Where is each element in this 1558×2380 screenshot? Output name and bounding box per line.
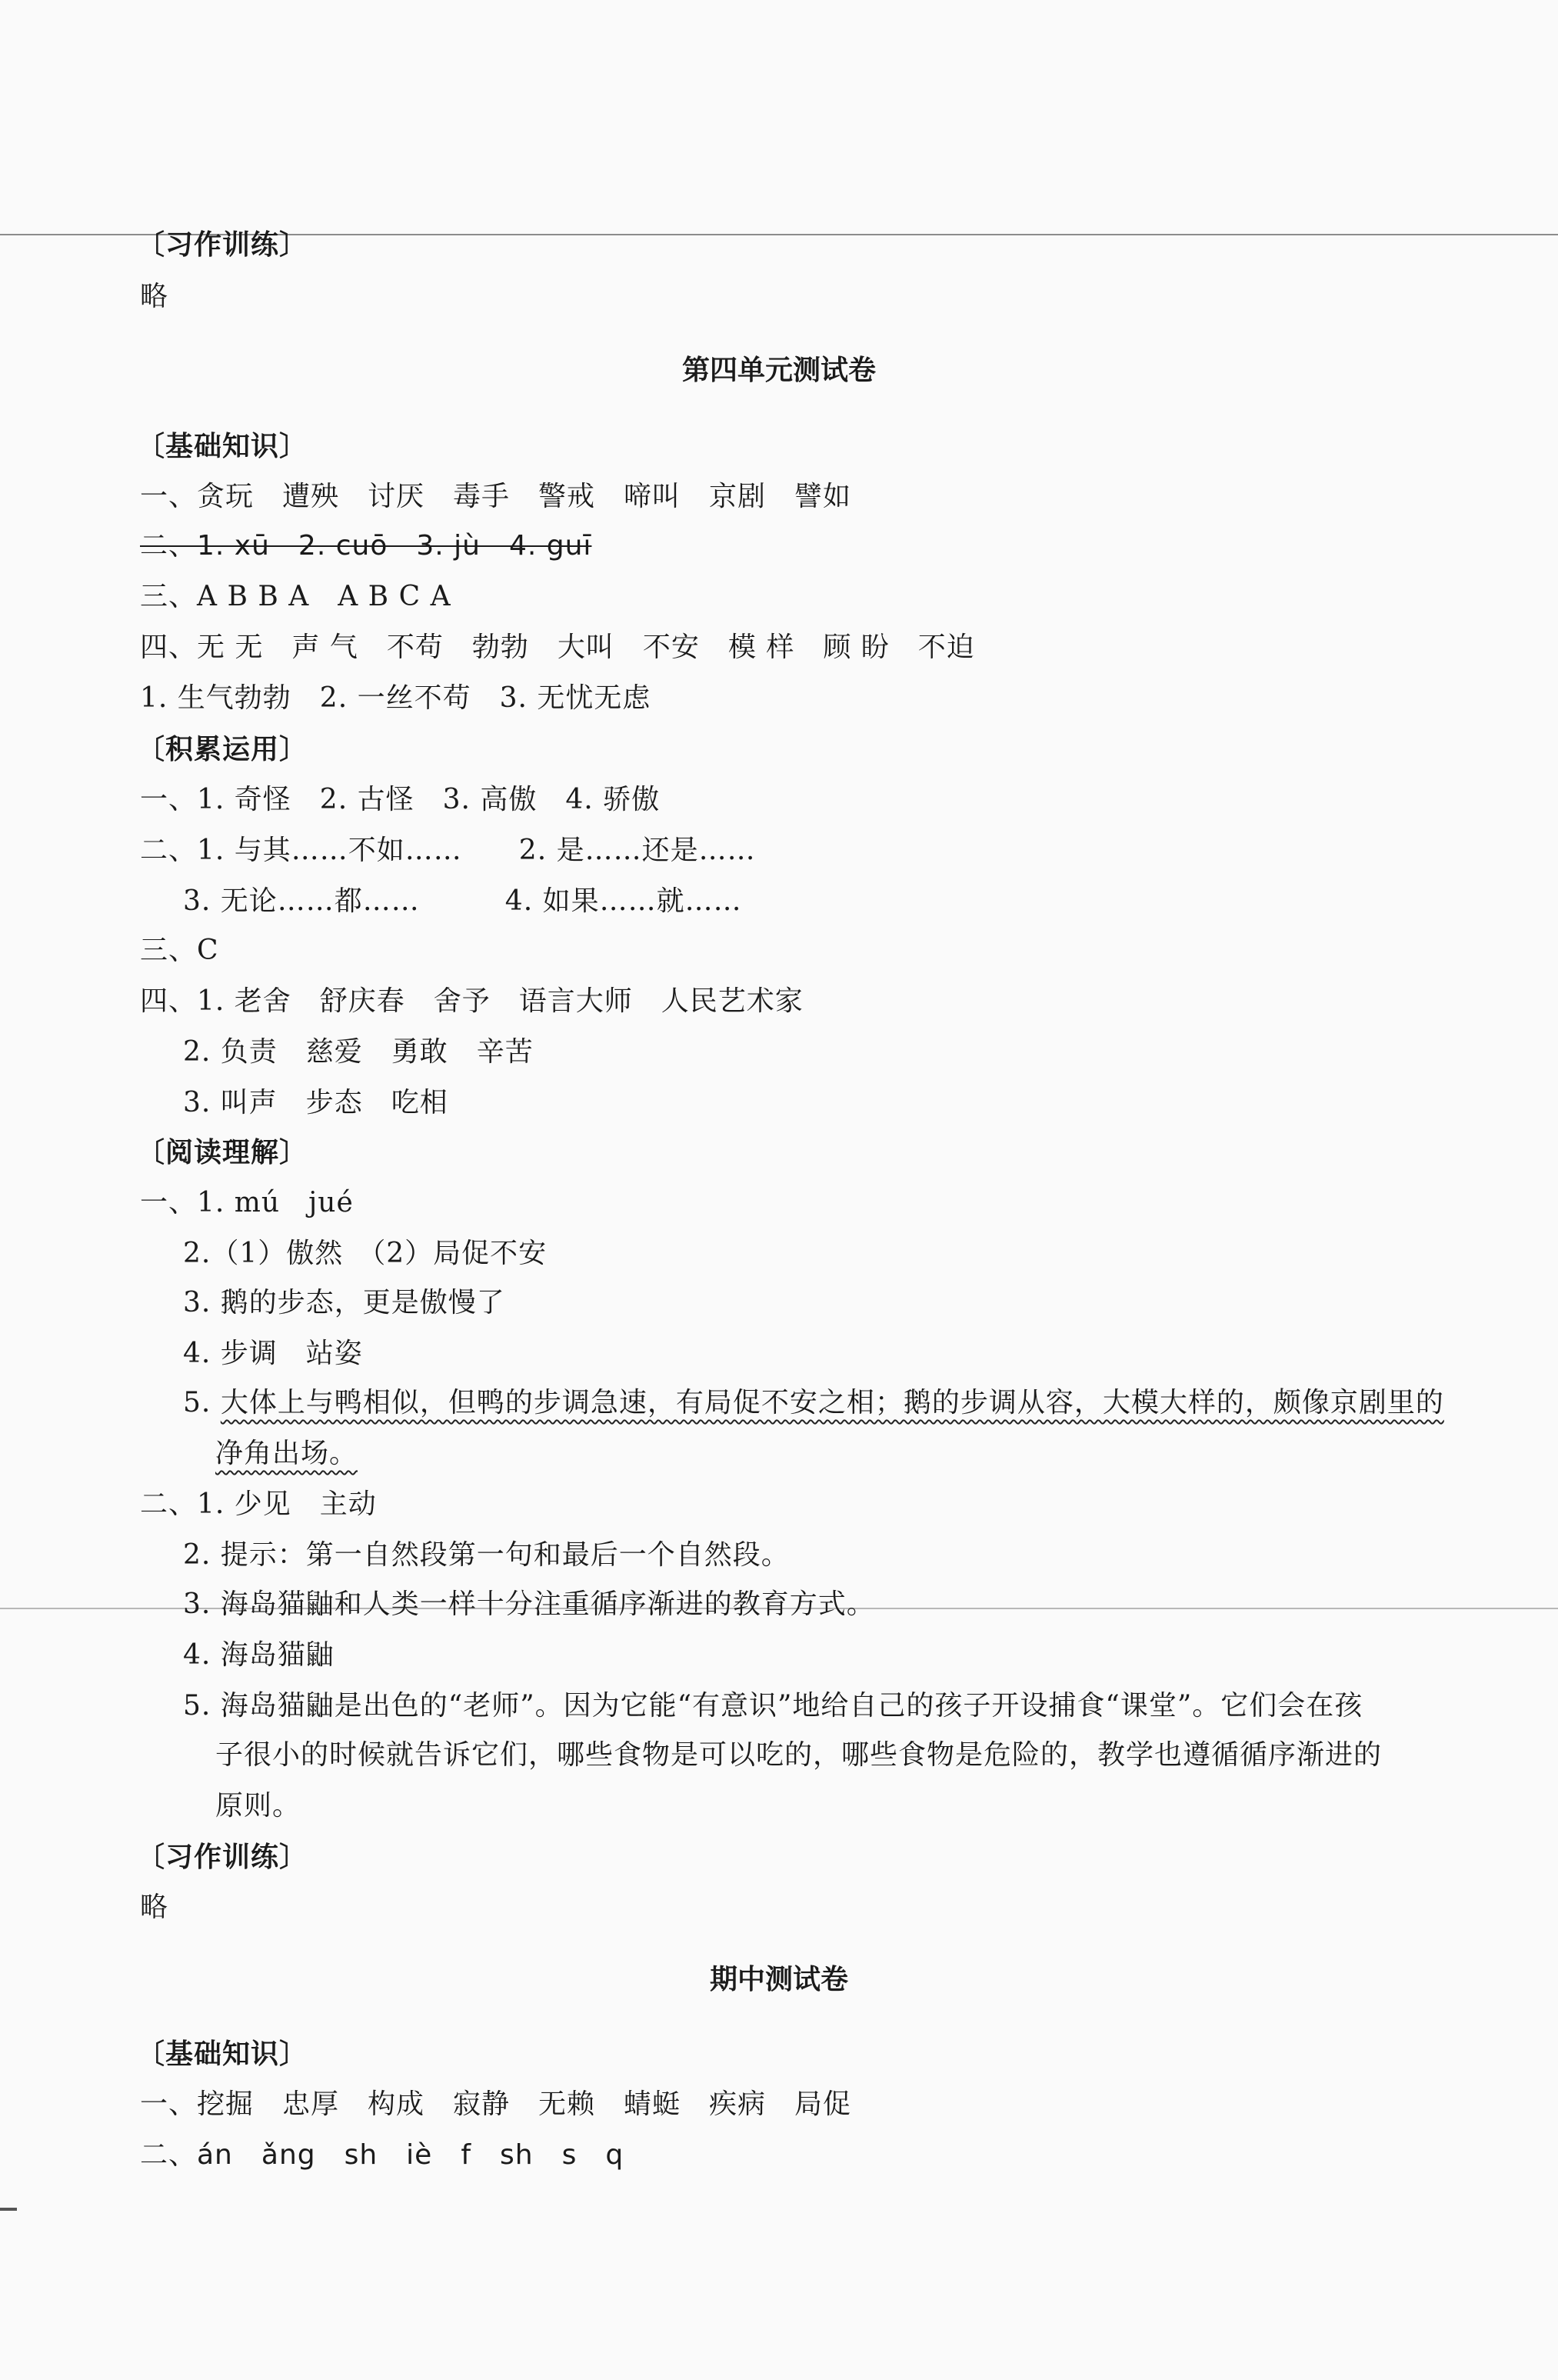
- section-heading-writing-top: 〔习作训练〕: [137, 228, 308, 261]
- section-heading-basic: 〔基础知识〕: [137, 2038, 308, 2070]
- answer-line: 3. 海岛猫鼬和人类一样十分注重循序渐进的教育方式。: [183, 1588, 875, 1620]
- answer-line: 一、1. mú jué: [140, 1187, 354, 1218]
- item-number: 5.: [183, 1387, 211, 1418]
- answer-line: [183, 1385, 1444, 1422]
- answer-line: 3. 鹅的步态，更是傲慢了: [183, 1287, 505, 1318]
- section-heading-reading: 〔阅读理解〕: [137, 1136, 308, 1168]
- answer-line: 2. 负责 慈爱 勇敢 辛苦: [183, 1036, 534, 1068]
- answer-line: 一、挖掘 忠厚 构成 寂静 无赖 蜻蜓 疾病 局促: [140, 2088, 852, 2120]
- answer-line: 四、无 无 声 气 不苟 勃勃 大叫 不安 模 样 顾 盼 不迫: [140, 632, 975, 663]
- answer-line: 略: [140, 281, 169, 312]
- answer-line: 三、A B B A A B C A: [140, 581, 451, 612]
- answer-line: 3. 叫声 步态 吃相: [183, 1087, 448, 1118]
- answer-line: [215, 1435, 358, 1472]
- answer-line: 3. 无论……都…… 4. 如果……就……: [183, 885, 742, 917]
- underlined-answer: 净角出场。: [215, 1438, 358, 1469]
- test-title-midterm: 期中测试卷: [709, 1964, 848, 1995]
- answer-line: 4. 步调 站姿: [183, 1338, 363, 1369]
- test-title-unit4: 第四单元测试卷: [681, 355, 876, 386]
- answer-line-pinyin: 二、án ǎng sh iè f sh s q: [140, 2139, 624, 2171]
- answer-line: 二、1. 与其……不如…… 2. 是……还是……: [140, 835, 756, 866]
- underlined-answer: 大体上与鸭相似，但鸭的步调急速，有局促不安之相；鹅的步调从容，大模大样的，颇像京剧里的: [220, 1387, 1444, 1418]
- answer-line: 2. 提示：第一自然段第一句和最后一个自然段。: [183, 1539, 790, 1571]
- answer-line: 四、1. 老舍 舒庆春 舍予 语言大师 人民艺术家: [140, 985, 804, 1017]
- section-heading-writing: 〔习作训练〕: [137, 1841, 308, 1873]
- corrected-answer: 二、1. xū 2. cuō 3. jù 4. guī: [140, 530, 592, 562]
- section-heading-basic: 〔基础知识〕: [137, 430, 308, 462]
- answer-line: 5. 海岛猫鼬是出色的“老师”。因为它能“有意识”地给自己的孩子开设捕食“课堂”。它们会在孩: [183, 1690, 1363, 1722]
- answer-line-pinyin: [140, 528, 591, 565]
- answer-line: 二、1. 少见 主动: [140, 1488, 377, 1520]
- answer-line: 一、贪玩 遭殃 讨厌 毒手 警戒 啼叫 京剧 譬如: [140, 481, 852, 512]
- answer-line: 一、1. 奇怪 2. 古怪 3. 高傲 4. 骄傲: [140, 784, 661, 815]
- answer-line: 略: [140, 1892, 169, 1923]
- answer-line: 原则。: [215, 1790, 301, 1822]
- answer-line: 2.（1）傲然 （2）局促不安: [183, 1238, 548, 1269]
- answer-line: 4. 海岛猫鼬: [183, 1639, 335, 1671]
- answer-line: 子很小的时候就告诉它们，哪些食物是可以吃的，哪些食物是危险的，教学也遵循循序渐进的: [215, 1739, 1383, 1771]
- answer-line: 1. 生气勃勃 2. 一丝不苟 3. 无忧无虑: [140, 682, 651, 714]
- answer-line: 三、C: [140, 935, 219, 966]
- section-heading-accumulate: 〔积累运用〕: [137, 733, 308, 765]
- corner-mark: [0, 2208, 17, 2211]
